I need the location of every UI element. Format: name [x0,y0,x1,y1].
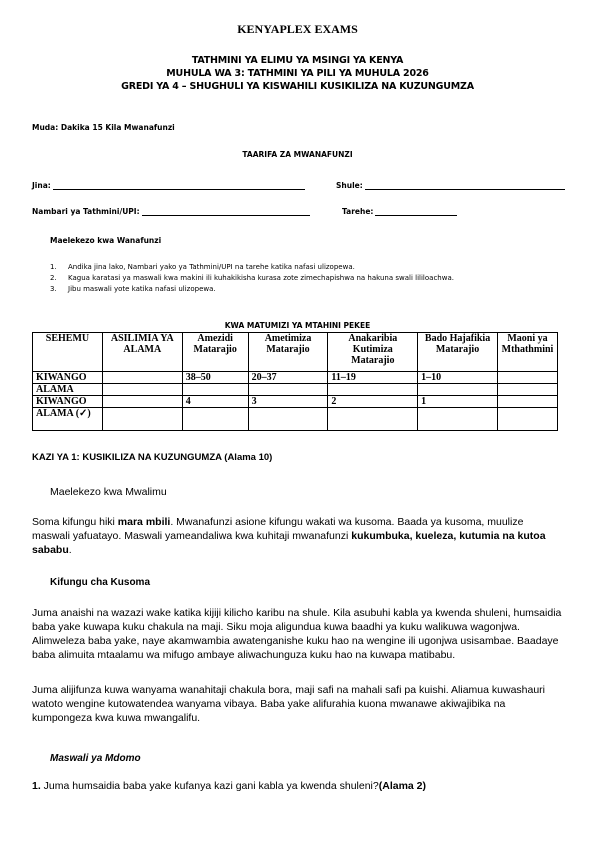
examiner-score-table [32,332,558,431]
passage-paragraph-1: Juma anaishi na wazazi wake katika kijiji kilicho karibu na shule. Kila asubuhi kabla ya kwenda shuleni, humsaidia baba yake kuwapa kuku chakula na maji. Siku moja aligundua kuwa baadhi ya kuku walikuwa wagonjwa. Alimweleza baba yake, naye akamwambia awatenganishe kuku hao na wengine ili ugonjwa usisambae. Baadaye baba alimuita mtaalamu wa mifugo ambaye aliwachunguza kuku hao na kuwapa matibabu. [32,607,562,661]
table-cell[interactable] [497,384,557,396]
school-label: Shule: [336,181,363,190]
task-title: KAZI YA 1: KUSIKILIZA NA KUZUNGUMZA (Alama 10) [32,452,273,463]
date-line[interactable] [375,206,457,216]
table-cell: 3 [248,396,328,408]
student-info-title: TAARIFA ZA MWANAFUNZI [242,150,353,159]
instruction-item: 2. Kagua karatasi ya maswali kwa makini ili kuhakikisha kurasa zote zimechapishwa na hakuna swali lililoachwa. [50,274,454,282]
table-cell: 1 [418,396,498,408]
header-line-2: MUHULA WA 3: TATHMINI YA PILI YA MUHULA 2026 [166,68,429,79]
table-cell[interactable] [102,396,182,408]
table-cell[interactable] [102,408,182,431]
table-cell[interactable] [328,408,418,431]
header-cell: ASILIMIA YA ALAMA [102,333,182,372]
table-cell[interactable] [102,372,182,384]
table-row [33,408,558,431]
table-cell[interactable] [418,384,498,396]
teacher-instructions-title: Maelekezo kwa Mwalimu [50,486,167,498]
question-1: 1. Juma humsaidia baba yake kufanya kazi gani kabla ya kwenda shuleni?(Alama 2) [32,780,426,792]
table-cell[interactable] [182,408,248,431]
table-cell[interactable] [328,384,418,396]
table-cell: 2 [328,396,418,408]
table-cell: KIWANGO [33,372,103,384]
table-cell[interactable] [102,384,182,396]
table-cell[interactable] [497,372,557,384]
oral-questions-title: Maswali ya Mdomo [50,753,141,764]
table-cell: KIWANGO [33,396,103,408]
table-cell: 1–10 [418,372,498,384]
examiner-table-title: KWA MATUMIZI YA MTAHINI PEKEE [224,321,371,330]
duration-text: Muda: Dakika 15 Kila Mwanafunzi [32,123,175,132]
header-line-1: TATHMINI YA ELIMU YA MSINGI YA KENYA [191,55,404,66]
table-cell: 11–19 [328,372,418,384]
table-header-row [33,333,558,372]
table-cell: 20–37 [248,372,328,384]
assessment-number-label: Nambari ya Tathmini/UPI: [32,207,140,216]
header-line-3: GREDI YA 4 – SHUGHULI YA KISWAHILI KUSIKILIZA NA KUZUNGUMZA [121,81,474,92]
name-line[interactable] [53,180,305,190]
header-cell: Bado Hajafikia Matarajio [418,333,498,372]
date-field[interactable] [342,206,457,216]
name-field[interactable] [32,180,305,190]
instruction-item: 3. Jibu maswali yote katika nafasi ulizopewa. [50,285,216,293]
header-cell: Maoni ya Mthathmini [497,333,557,372]
table-cell[interactable] [418,408,498,431]
header-cell: Anakaribia Kutimiza Matarajio [328,333,418,372]
table-cell[interactable] [182,384,248,396]
table-cell: ALAMA (✓) [33,408,103,431]
exam-header [0,54,595,93]
table-cell: 4 [182,396,248,408]
table-cell: 38–50 [182,372,248,384]
school-line[interactable] [365,180,565,190]
task-intro-paragraph: Soma kifungu hiki mara mbili. Mwanafunzi asione kifungu wakati wa kusoma. Baada ya kusoma, muulize maswali yafuatayo. Maswali yameandaliwa kwa kuhitaji mwanafunzi kukumbuka, kueleza, kutumia na kutoa sababu. [32,516,546,556]
table-row [33,384,558,396]
passage-paragraph-2: Juma alijifunza kuwa wanyama wanahitaji chakula bora, maji safi na mahali safi pa kuishi. Aliamua kuwashauri watoto wengine kutowatendea wanyama vibaya. Baba yake alifurahia kuona mwanawe akiwajibika na kumpongeza kwa kuwa mwangalifu. [32,684,546,724]
header-cell: Amezidi Matarajio [182,333,248,372]
passage-title: Kifungu cha Kusoma [50,577,151,588]
header-cell: SEHEMU [33,333,103,372]
table-cell[interactable] [497,408,557,431]
header-cell: Ametimiza Matarajio [248,333,328,372]
date-label: Tarehe: [342,207,374,216]
school-field[interactable] [336,180,565,190]
table-row [33,396,558,408]
name-label: Jina: [32,181,51,190]
table-cell: ALAMA [33,384,103,396]
exam-name: KENYAPLEX EXAMS [237,22,358,36]
assessment-number-line[interactable] [142,206,310,216]
instructions-title: Maelekezo kwa Wanafunzi [50,236,162,245]
assessment-number-field[interactable] [32,206,310,216]
table-cell[interactable] [497,396,557,408]
table-row [33,372,558,384]
instructions-list [50,262,454,295]
instruction-item: 1. Andika jina lako, Nambari yako ya Tathmini/UPI na tarehe katika nafasi ulizopewa. [50,263,355,271]
table-cell[interactable] [248,408,328,431]
table-cell[interactable] [248,384,328,396]
